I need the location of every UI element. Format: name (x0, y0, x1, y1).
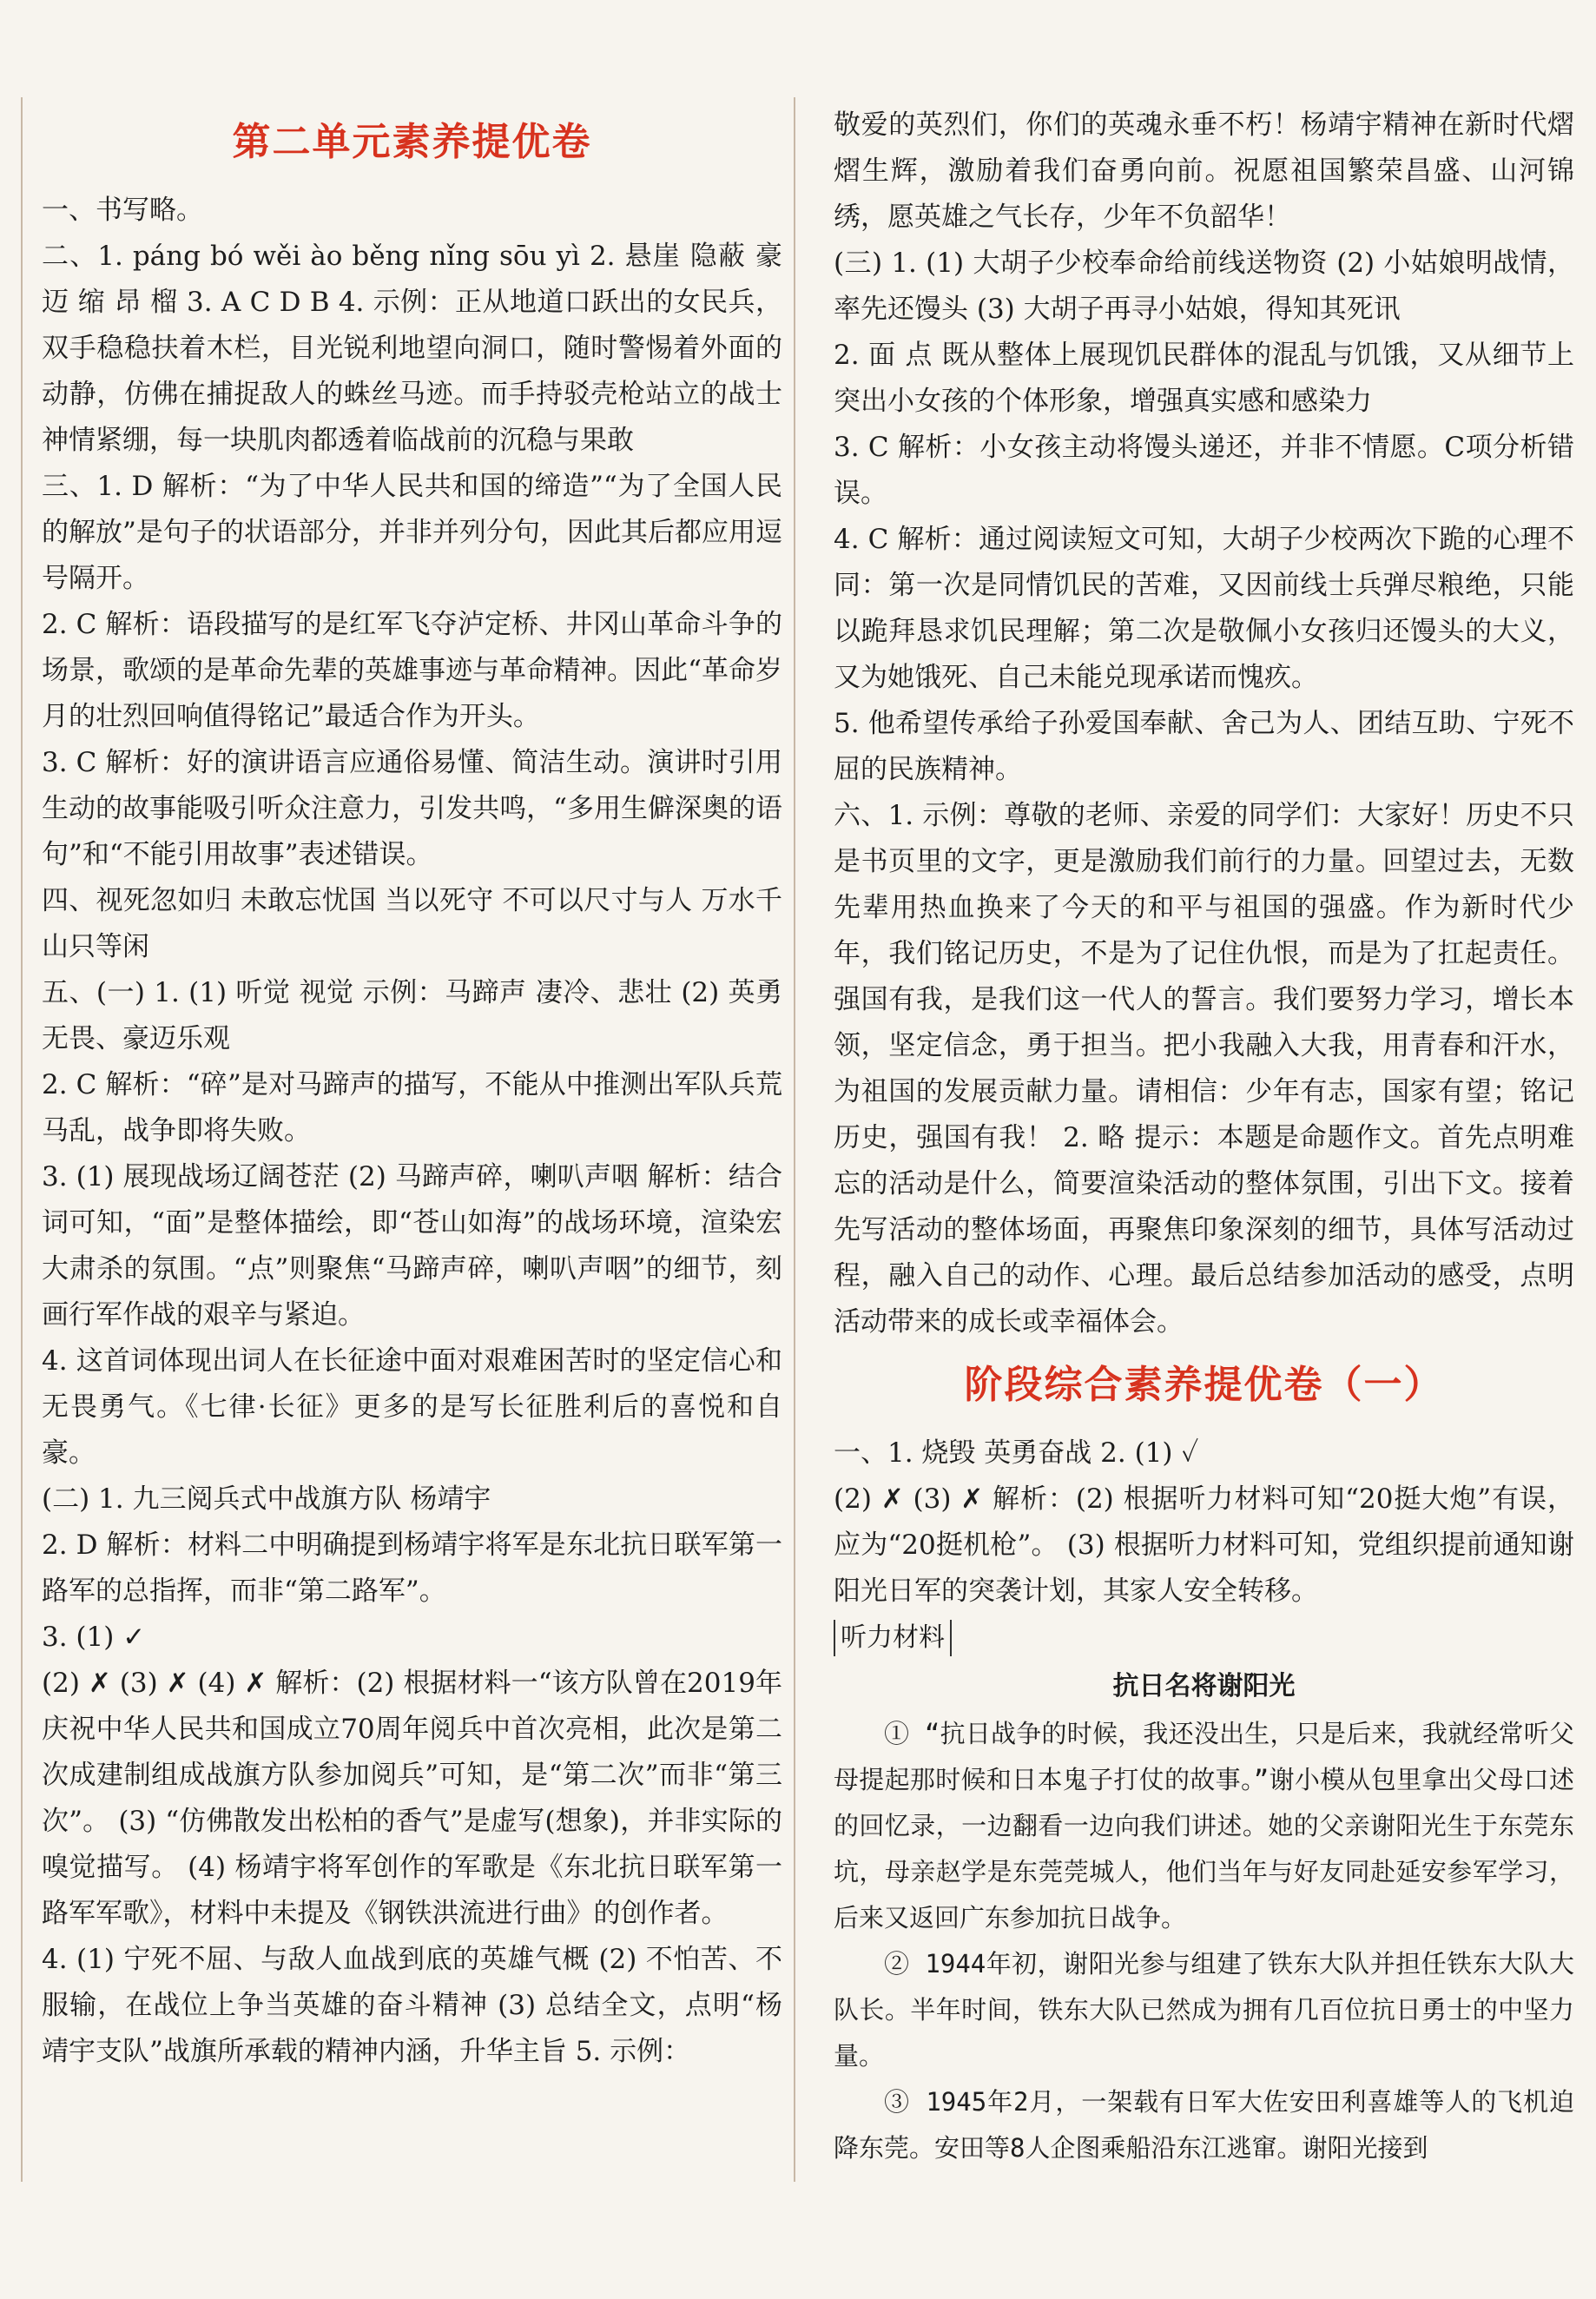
answer-line: 4. (1) 宁死不屈、与敌人血战到底的英雄气概 (2) 不怕苦、不服输，在战位上争当英雄的奋斗精神 (3) 总结全文，点明“杨靖宇支队”战旗所承载的精神内涵，升华主旨 5. 示例： (42, 1944, 782, 2067)
answer-line: 2. C 解析：语段描写的是红军飞夺泸定桥、井冈山革命斗争的场景，歌颂的是革命先辈的英雄事迹与革命精神。因此“革命岁月的壮烈回响值得铭记”最适合作为开头。 (42, 609, 782, 732)
answer-line: 2. D 解析：材料二中明确提到杨靖宇将军是东北抗日联军第一路军的总指挥，而非“第二路军”。 (42, 1529, 782, 1607)
answer-line: 三、1. D 解析：“为了中华人民共和国的缔造”“为了全国人民的解放”是句子的状语部分，并非并列分句，因此其后都应用逗号隔开。 (42, 471, 782, 594)
answer-line: 2. 面 点 既从整体上展现饥民群体的混乱与饥饿，又从细节上突出小女孩的个体形象，增强真实感和感染力 (834, 340, 1574, 417)
answer-line: 2. C 解析：“碎”是对马蹄声的描写，不能从中推测出军队兵荒马乱，战争即将失败。 (42, 1069, 782, 1146)
answer-line: 敬爱的英烈们，你们的英魂永垂不朽！杨靖宇精神在新时代熠熠生辉，激励着我们奋勇向前。祝愿祖国繁荣昌盛、山河锦绣，愿英雄之气长存，少年不负韶华！ (834, 109, 1574, 233)
article-paragraph: ③ 1945年2月，一架载有日军大佐安田利喜雄等人的飞机迫降东莞。安田等8人企图乘船沿东江逃窜。谢阳光接到 (834, 2087, 1574, 2163)
answer-line: 四、视死忽如归 未敢忘忧国 当以死守 不可以尺寸与人 万水千山只等闲 (42, 885, 782, 962)
article-title: 抗日名将谢阳光 (1112, 1671, 1296, 1701)
answer-line: 4. C 解析：通过阅读短文可知，大胡子少校两次下跪的心理不同：第一次是同情饥民的苦难，又因前线士兵弹尽粮绝，只能以跪拜恳求饥民理解；第二次是敬佩小女孩归还馒头的大义，又为她饿死、自己未能兑现承诺而愧疚。 (834, 524, 1574, 693)
answer-line: 一、书写略。 (42, 195, 203, 226)
answer-line: 六、1. 示例：尊敬的老师、亲爱的同学们：大家好！历史不只是书页里的文字，更是激励我们前行的力量。回望过去，无数先辈用热血换来了今天的和平与祖国的强盛。作为新时代少年，我们铭记历史，不是为了记住仇恨，而是为了扛起责任。强国有我，是我们这一代人的誓言。我们要努力学习，增长本领，坚定信念，勇于担当。把小我融入大我，用青春和汗水，为祖国的发展贡献力量。请相信：少年有志，国家有望；铭记历史，强国有我！ 2. 略 提示：本题是命题作文。首先点明难忘的活动是什么，简要渲染活动的整体氛围，引出下文。接着先写活动的整体场面，再聚焦印象深刻的细节，具体写活动过程，融入自己的动作、心理。最后总结参加活动的感受，点明活动带来的成长或幸福体会。 (834, 800, 1574, 1338)
article-paragraph: ② 1944年初，谢阳光参与组建了铁东大队并担任铁东大队大队长。半年时间，铁东大队已然成为拥有几百位抗日勇士的中坚力量。 (834, 1949, 1574, 2071)
section-title-unit2: 第二单元素养提优卷 (232, 120, 592, 164)
answer-line: (三) 1. (1) 大胡子少校奉命给前线送物资 (2) 小姑娘明战情，率先还馒头 (3) 大胡子再寻小姑娘，得知其死讯 (834, 248, 1574, 325)
article-paragraph: ① “抗日战争的时候，我还没出生，只是后来，我就经常听父母提起那时候和日本鬼子打仗的故事。”谢小模从包里拿出父母口述的回忆录，一边翻看一边向我们讲述。她的父亲谢阳光生于东莞东坑，母亲赵学是东莞莞城人，他们当年与好友同赴延安参军学习，后来又返回广东参加抗日战争。 (834, 1719, 1574, 1932)
section-title-stage1: 阶段综合素养提优卷（一） (964, 1363, 1444, 1407)
listening-material-tag: 听力材料 (834, 1620, 952, 1656)
answer-line: 4. 这首词体现出词人在长征途中面对艰难困苦时的坚定信心和无畏勇气。《七律·长征》更多的是写长征胜利后的喜悦和自豪。 (42, 1345, 782, 1469)
right-column (834, 102, 1574, 2171)
answer-line: 一、1. 烧毁 英勇奋战 2. (1) ✓ (834, 1437, 1199, 1469)
left-margin-rule (21, 97, 23, 2182)
answer-line: 二、1. páng bó wěi ào běng nǐng sōu yì 2. 悬崖 隐蔽 豪迈 缩 昂 榴 3. A C D B 4. 示例：正从地道口跃出的女民兵，双手稳稳扶着木栏，目光锐利地望向洞口，随时警惕着外面的动静，仿佛在捕捉敌人的蛛丝马迹。而手持驳壳枪站立的战士神情紧绷，每一块肌肉都透着临战前的沉稳与果敢 (42, 241, 782, 456)
answer-line: 3. C 解析：好的演讲语言应通俗易懂、简洁生动。演讲时引用生动的故事能吸引听众注意力，引发共鸣，“多用生僻深奥的语句”和“不能引用故事”表述错误。 (42, 747, 782, 870)
answer-line: 3. (1) ✓ (42, 1622, 146, 1653)
answer-line: 3. (1) 展现战场辽阔苍茫 (2) 马蹄声碎，喇叭声咽 解析：结合词可知，“面”是整体描绘，即“苍山如海”的战场环境，渲染宏大肃杀的氛围。“点”则聚焦“马蹄声碎，喇叭声咽”的细节，刻画行军作战的艰辛与紧迫。 (42, 1161, 782, 1331)
left-column (42, 102, 782, 2075)
column-divider (794, 97, 795, 2182)
answer-line: 5. 他希望传承给子孙爱国奉献、舍己为人、团结互助、宁死不屈的民族精神。 (834, 708, 1574, 785)
answer-line: 3. C 解析：小女孩主动将馒头递还，并非不情愿。C项分析错误。 (834, 432, 1574, 509)
answer-line: (二) 1. 九三阅兵式中战旗方队 杨靖宇 (42, 1483, 491, 1515)
answer-line: 五、(一) 1. (1) 听觉 视觉 示例：马蹄声 凄冷、悲壮 (2) 英勇无畏、豪迈乐观 (42, 977, 782, 1054)
answer-line: (2) ✗ (3) ✗ 解析：(2) 根据听力材料可知“20挺大炮”有误，应为“20挺机枪”。 (3) 根据听力材料可知，党组织提前通知谢阳光日军的突袭计划，其家人安全转移。 (834, 1483, 1574, 1607)
answer-line: (2) ✗ (3) ✗ (4) ✗ 解析：(2) 根据材料一“该方队曾在2019年庆祝中华人民共和国成立70周年阅兵中首次亮相，此次是第二次成建制组成战旗方队参加阅兵”可知，是“第二次”而非“第三次”。 (3) “仿佛散发出松柏的香气”是虚写(想象)，并非实际的嗅觉描写。 (4) 杨靖宇将军创作的军歌是《东北抗日联军第一路军军歌》，材料中未提及《钢铁洪流进行曲》的创作者。 (42, 1668, 782, 1929)
